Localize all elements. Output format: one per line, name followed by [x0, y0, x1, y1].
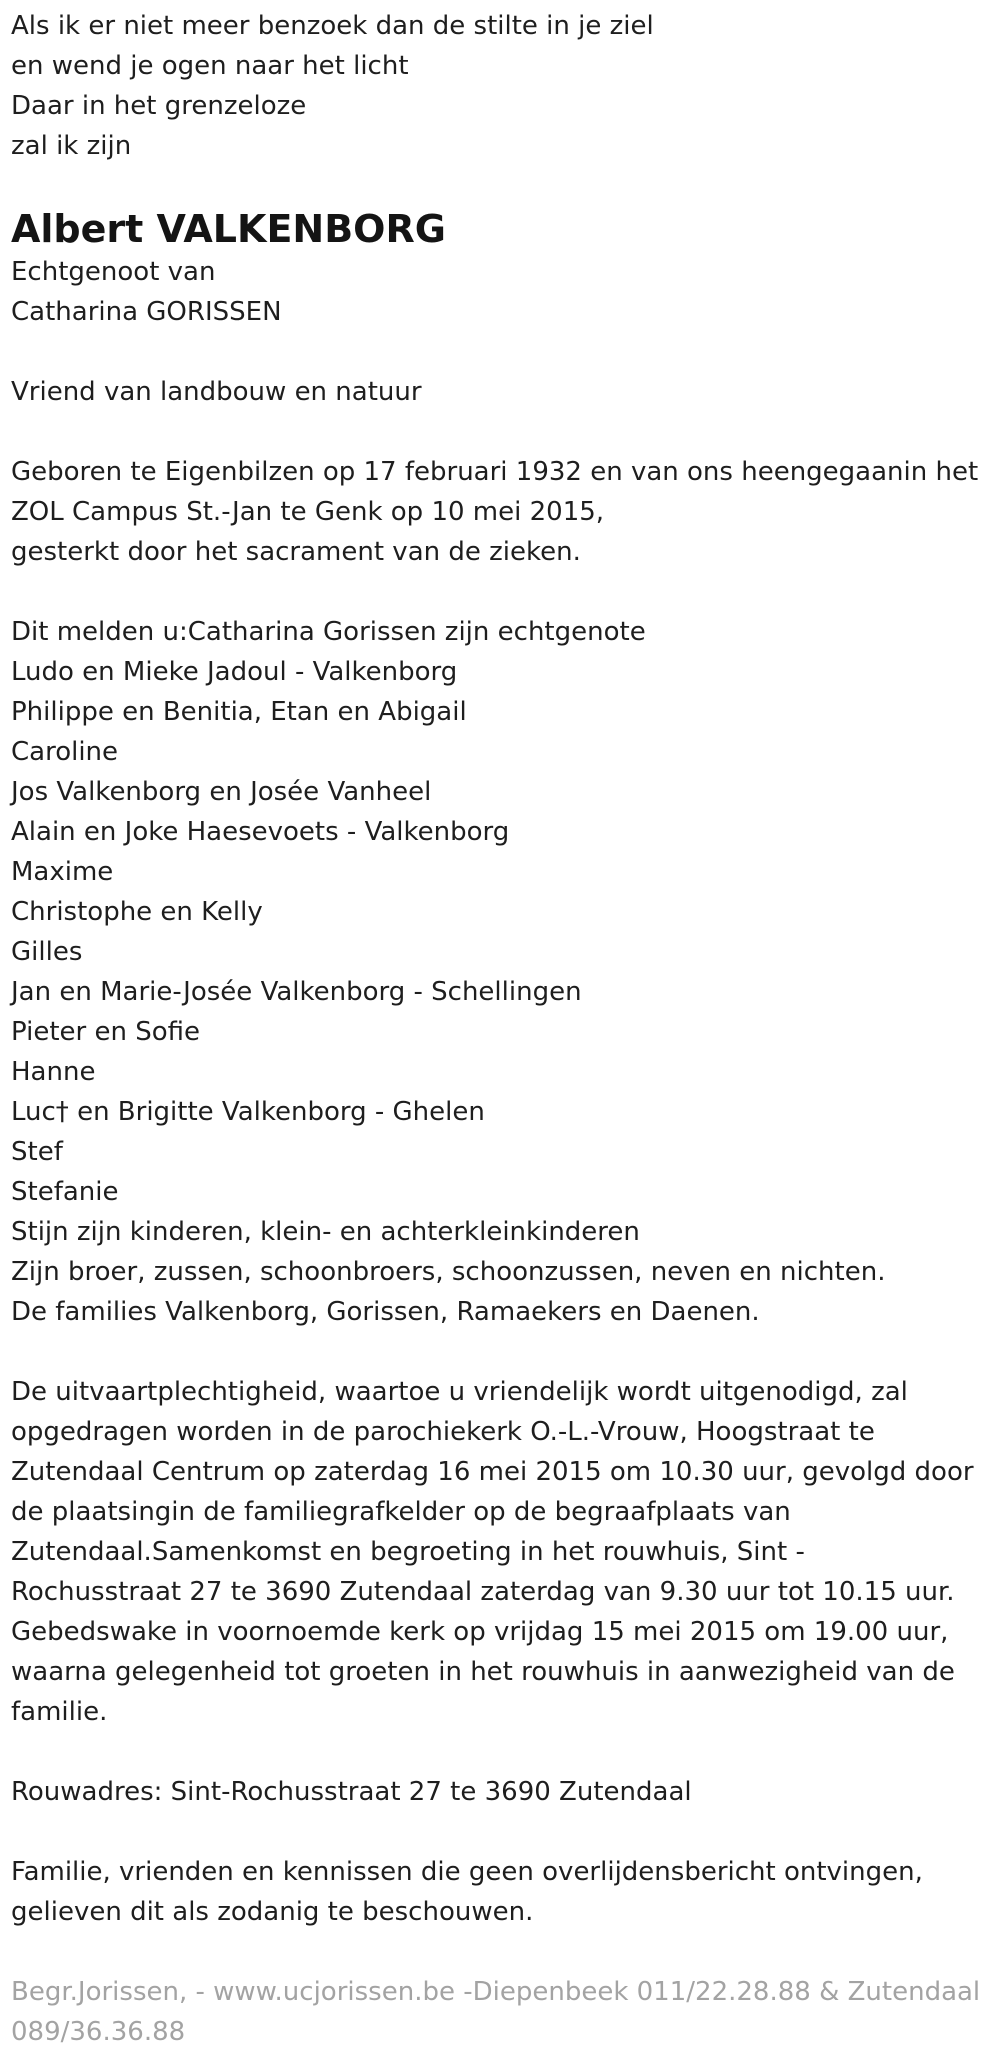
family-line: Caroline [11, 737, 119, 767]
family-line: Dit melden u:Catharina Gorissen zijn echtgenote [11, 617, 646, 647]
family-line: Maxime [11, 857, 114, 887]
spouse-line: Catharina GORISSEN [11, 297, 282, 327]
ceremony-line: Zutendaal.Samenkomst en begroeting in het rouwhuis, Sint - [11, 1537, 805, 1567]
family-line: Philippe en Benitia, Etan en Abigail [11, 697, 467, 727]
mourning-address: Rouwadres: Sint-Rochusstraat 27 te 3690 Zutendaal [11, 1777, 692, 1807]
family-line: Stijn zijn kinderen, klein- en achterkleinkinderen [11, 1217, 640, 1247]
poem-line: Als ik er niet meer benzoek dan de stilte in je ziel [11, 11, 654, 41]
poem-line: en wend je ogen naar het licht [11, 51, 409, 81]
notice-line: gelieven dit als zodanig te beschouwen. [11, 1897, 534, 1927]
family-line: Jan en Marie-Josée Valkenborg - Schellingen [11, 977, 582, 1007]
family-line: Zijn broer, zussen, schoonbroers, schoonzussen, neven en nichten. [11, 1257, 886, 1287]
ceremony-line: Rochusstraat 27 te 3690 Zutendaal zaterdag van 9.30 uur tot 10.15 uur. [11, 1577, 955, 1607]
ceremony-line: De uitvaartplechtigheid, waartoe u vriendelijk wordt uitgenodigd, zal [11, 1377, 908, 1407]
spouse-block [11, 252, 1000, 332]
ceremony-line: de plaatsingin de familiegrafkelder op de begraafplaats van [11, 1497, 791, 1527]
ceremony-line: opgedragen worden in de parochiekerk O.-L.-Vrouw, Hoogstraat te [11, 1417, 875, 1447]
birth-death-line: Geboren te Eigenbilzen op 17 februari 1932 en van ons heengegaanin het [11, 457, 979, 487]
funeral-home-footer [11, 1972, 1000, 2052]
family-line: Ludo en Mieke Jadoul - Valkenborg [11, 657, 458, 687]
ceremony-line: familie. [11, 1697, 108, 1727]
poem [11, 6, 1000, 166]
ceremony-line: Gebedswake in voornoemde kerk op vrijdag 15 mei 2015 om 19.00 uur, [11, 1617, 949, 1647]
family-line: Stef [11, 1137, 63, 1167]
spouse-line: Echtgenoot van [11, 257, 216, 287]
family-line: Stefanie [11, 1177, 119, 1207]
birth-death-line: ZOL Campus St.-Jan te Genk op 10 mei 2015, [11, 497, 605, 527]
birth-death-block [11, 452, 1000, 572]
birth-death-line: gesterkt door het sacrament van de zieken. [11, 537, 581, 567]
deceased-name: Albert VALKENBORG [11, 207, 446, 251]
family-line: Luc† en Brigitte Valkenborg - Ghelen [11, 1097, 485, 1127]
ceremony-line: Zutendaal Centrum op zaterdag 16 mei 2015 om 10.30 uur, gevolgd door [11, 1457, 974, 1487]
notice-line: Familie, vrienden en kennissen die geen overlijdensbericht ontvingen, [11, 1857, 923, 1887]
family-line: De families Valkenborg, Gorissen, Ramaekers en Daenen. [11, 1297, 760, 1327]
poem-line: Daar in het grenzeloze [11, 91, 307, 121]
footer-line: 089/36.36.88 [11, 2017, 186, 2047]
poem-line: zal ik zijn [11, 131, 132, 161]
family-line: Jos Valkenborg en Josée Vanheel [11, 777, 432, 807]
family-list [11, 612, 1000, 1332]
family-line: Christophe en Kelly [11, 897, 263, 927]
family-line: Gilles [11, 937, 83, 967]
family-line: Hanne [11, 1057, 96, 1087]
ceremony-block [11, 1372, 1000, 1732]
footer-line: Begr.Jorissen, - www.ucjorissen.be -Diepenbeek 011/22.28.88 & Zutendaal [11, 1977, 981, 2007]
family-line: Pieter en Sofie [11, 1017, 200, 1047]
notice-block [11, 1852, 1000, 1932]
ceremony-line: waarna gelegenheid tot groeten in het rouwhuis in aanwezigheid van de [11, 1657, 955, 1687]
family-line: Alain en Joke Haesevoets - Valkenborg [11, 817, 510, 847]
tagline: Vriend van landbouw en natuur [11, 377, 422, 407]
